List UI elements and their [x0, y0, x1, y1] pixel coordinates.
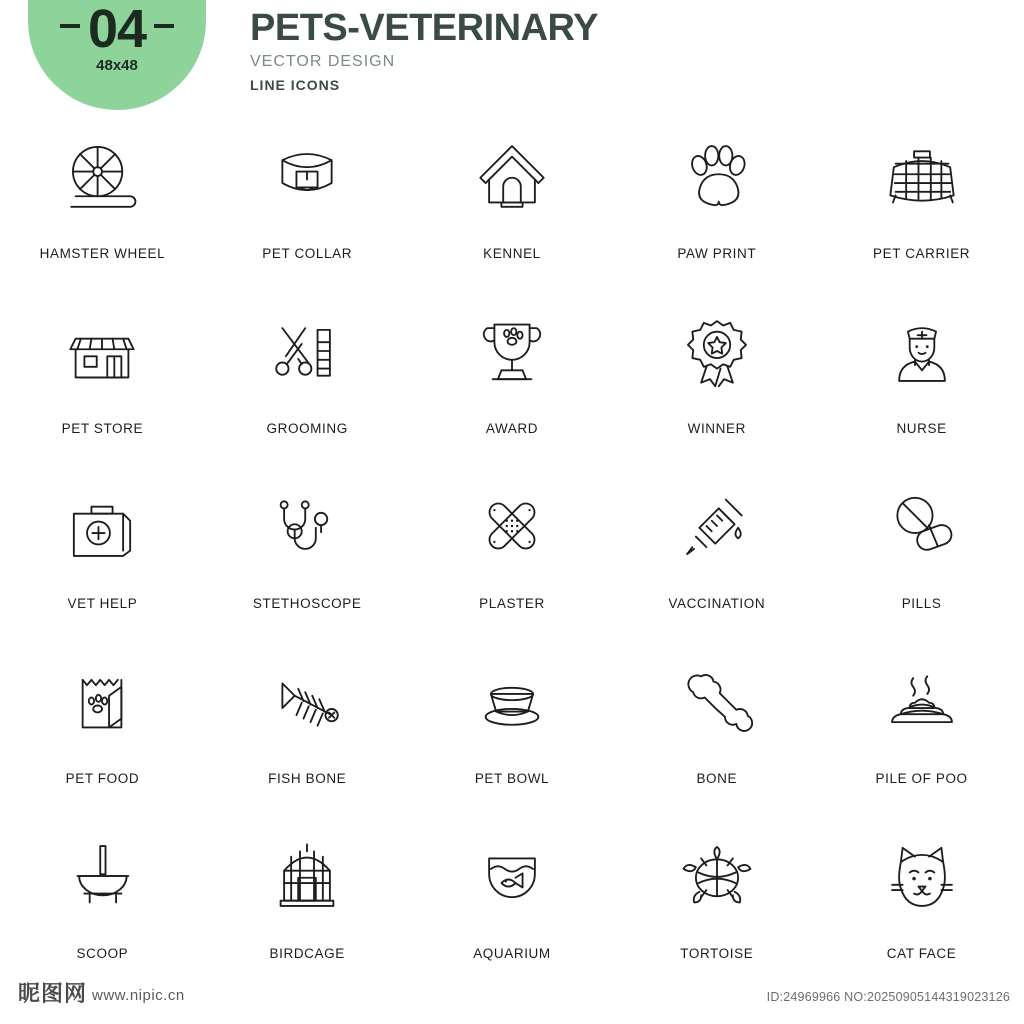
- kennel-icon: [464, 128, 560, 224]
- badge-number: 04: [87, 0, 147, 59]
- pet-bowl-icon: [464, 653, 560, 749]
- pet-store-icon: [54, 303, 150, 399]
- icon-label: KENNEL: [483, 246, 541, 261]
- icon-cell-kennel: [410, 128, 615, 303]
- icon-label: AWARD: [485, 421, 539, 436]
- icon-cell-bone: [614, 653, 819, 828]
- icon-label: PILE OF POO: [875, 771, 968, 786]
- page-subtitle-line-icons: LINE ICONS: [250, 77, 341, 93]
- icon-label: NURSE: [896, 421, 947, 436]
- icon-label: PET CARRIER: [873, 246, 971, 261]
- paw-print-icon: [669, 128, 765, 224]
- icon-label: VACCINATION: [668, 596, 766, 611]
- set-number-badge: [28, 0, 206, 110]
- icon-label: PAW PRINT: [677, 246, 757, 261]
- icon-cell-pile-of-poo: [819, 653, 1024, 828]
- pet-carrier-icon: [874, 128, 970, 224]
- icon-cell-hamster-wheel: [0, 128, 205, 303]
- fish-bone-icon: [259, 653, 355, 749]
- award-icon: [464, 303, 560, 399]
- vaccination-icon: [669, 478, 765, 574]
- icon-label: HAMSTER WHEEL: [39, 246, 166, 261]
- aquarium-icon: [464, 828, 560, 924]
- icon-cell-birdcage: [205, 828, 410, 1003]
- icon-cell-cat-face: [819, 828, 1024, 1003]
- watermark-logo: 昵图网: [18, 981, 88, 1006]
- icon-label: FISH BONE: [268, 771, 347, 786]
- pet-collar-icon: [259, 128, 355, 224]
- icon-label: BONE: [696, 771, 738, 786]
- icon-cell-stethoscope: [205, 478, 410, 653]
- title-block: [250, 6, 598, 96]
- grooming-icon: [259, 303, 355, 399]
- icon-label: PLASTER: [479, 596, 545, 611]
- hamster-wheel-icon: [54, 128, 150, 224]
- icon-label: WINNER: [687, 421, 746, 436]
- icon-cell-pet-collar: [205, 128, 410, 303]
- icon-cell-tortoise: [614, 828, 819, 1003]
- icon-cell-pet-store: [0, 303, 205, 478]
- icon-label: PET COLLAR: [262, 246, 353, 261]
- watermark-url: www.nipic.cn: [92, 987, 185, 1004]
- icon-label: CAT FACE: [886, 946, 957, 961]
- icon-cell-fish-bone: [205, 653, 410, 828]
- page-header: [0, 0, 1024, 110]
- icon-cell-plaster: [410, 478, 615, 653]
- icon-label: AQUARIUM: [473, 946, 551, 961]
- icon-cell-vet-help: [0, 478, 205, 653]
- stethoscope-icon: [259, 478, 355, 574]
- pills-icon: [874, 478, 970, 574]
- winner-icon: [669, 303, 765, 399]
- icon-cell-vaccination: [614, 478, 819, 653]
- icon-cell-pet-bowl: [410, 653, 615, 828]
- icon-cell-aquarium: [410, 828, 615, 1003]
- icon-label: STETHOSCOPE: [252, 596, 362, 611]
- icon-cell-winner: [614, 303, 819, 478]
- icon-cell-award: [410, 303, 615, 478]
- icon-label: SCOOP: [76, 946, 129, 961]
- icon-label: PET FOOD: [65, 771, 140, 786]
- birdcage-icon: [259, 828, 355, 924]
- icon-label: BIRDCAGE: [269, 946, 345, 961]
- badge-size-label: 48x48: [96, 57, 138, 74]
- icon-label: PET BOWL: [474, 771, 550, 786]
- plaster-icon: [464, 478, 560, 574]
- icon-cell-pet-carrier: [819, 128, 1024, 303]
- icon-label: GROOMING: [266, 421, 348, 436]
- icon-label: PET STORE: [61, 421, 144, 436]
- page-subtitle-vector-design: VECTOR DESIGN: [250, 53, 396, 70]
- icon-label: VET HELP: [67, 596, 138, 611]
- vet-help-icon: [54, 478, 150, 574]
- watermark-id: ID:24969966 NO:20250905144319023126: [766, 990, 1010, 1004]
- tortoise-icon: [669, 828, 765, 924]
- icon-label: PILLS: [901, 596, 942, 611]
- pet-food-icon: [54, 653, 150, 749]
- icon-cell-pills: [819, 478, 1024, 653]
- icon-cell-pet-food: [0, 653, 205, 828]
- icon-cell-paw-print: [614, 128, 819, 303]
- icon-cell-nurse: [819, 303, 1024, 478]
- bone-icon: [669, 653, 765, 749]
- icon-label: TORTOISE: [680, 946, 754, 961]
- scoop-icon: [54, 828, 150, 924]
- page-title: PETS-VETERINARY: [250, 7, 598, 49]
- nurse-icon: [874, 303, 970, 399]
- cat-face-icon: [874, 828, 970, 924]
- pile-of-poo-icon: [874, 653, 970, 749]
- icon-grid: [0, 128, 1024, 1003]
- icon-cell-grooming: [205, 303, 410, 478]
